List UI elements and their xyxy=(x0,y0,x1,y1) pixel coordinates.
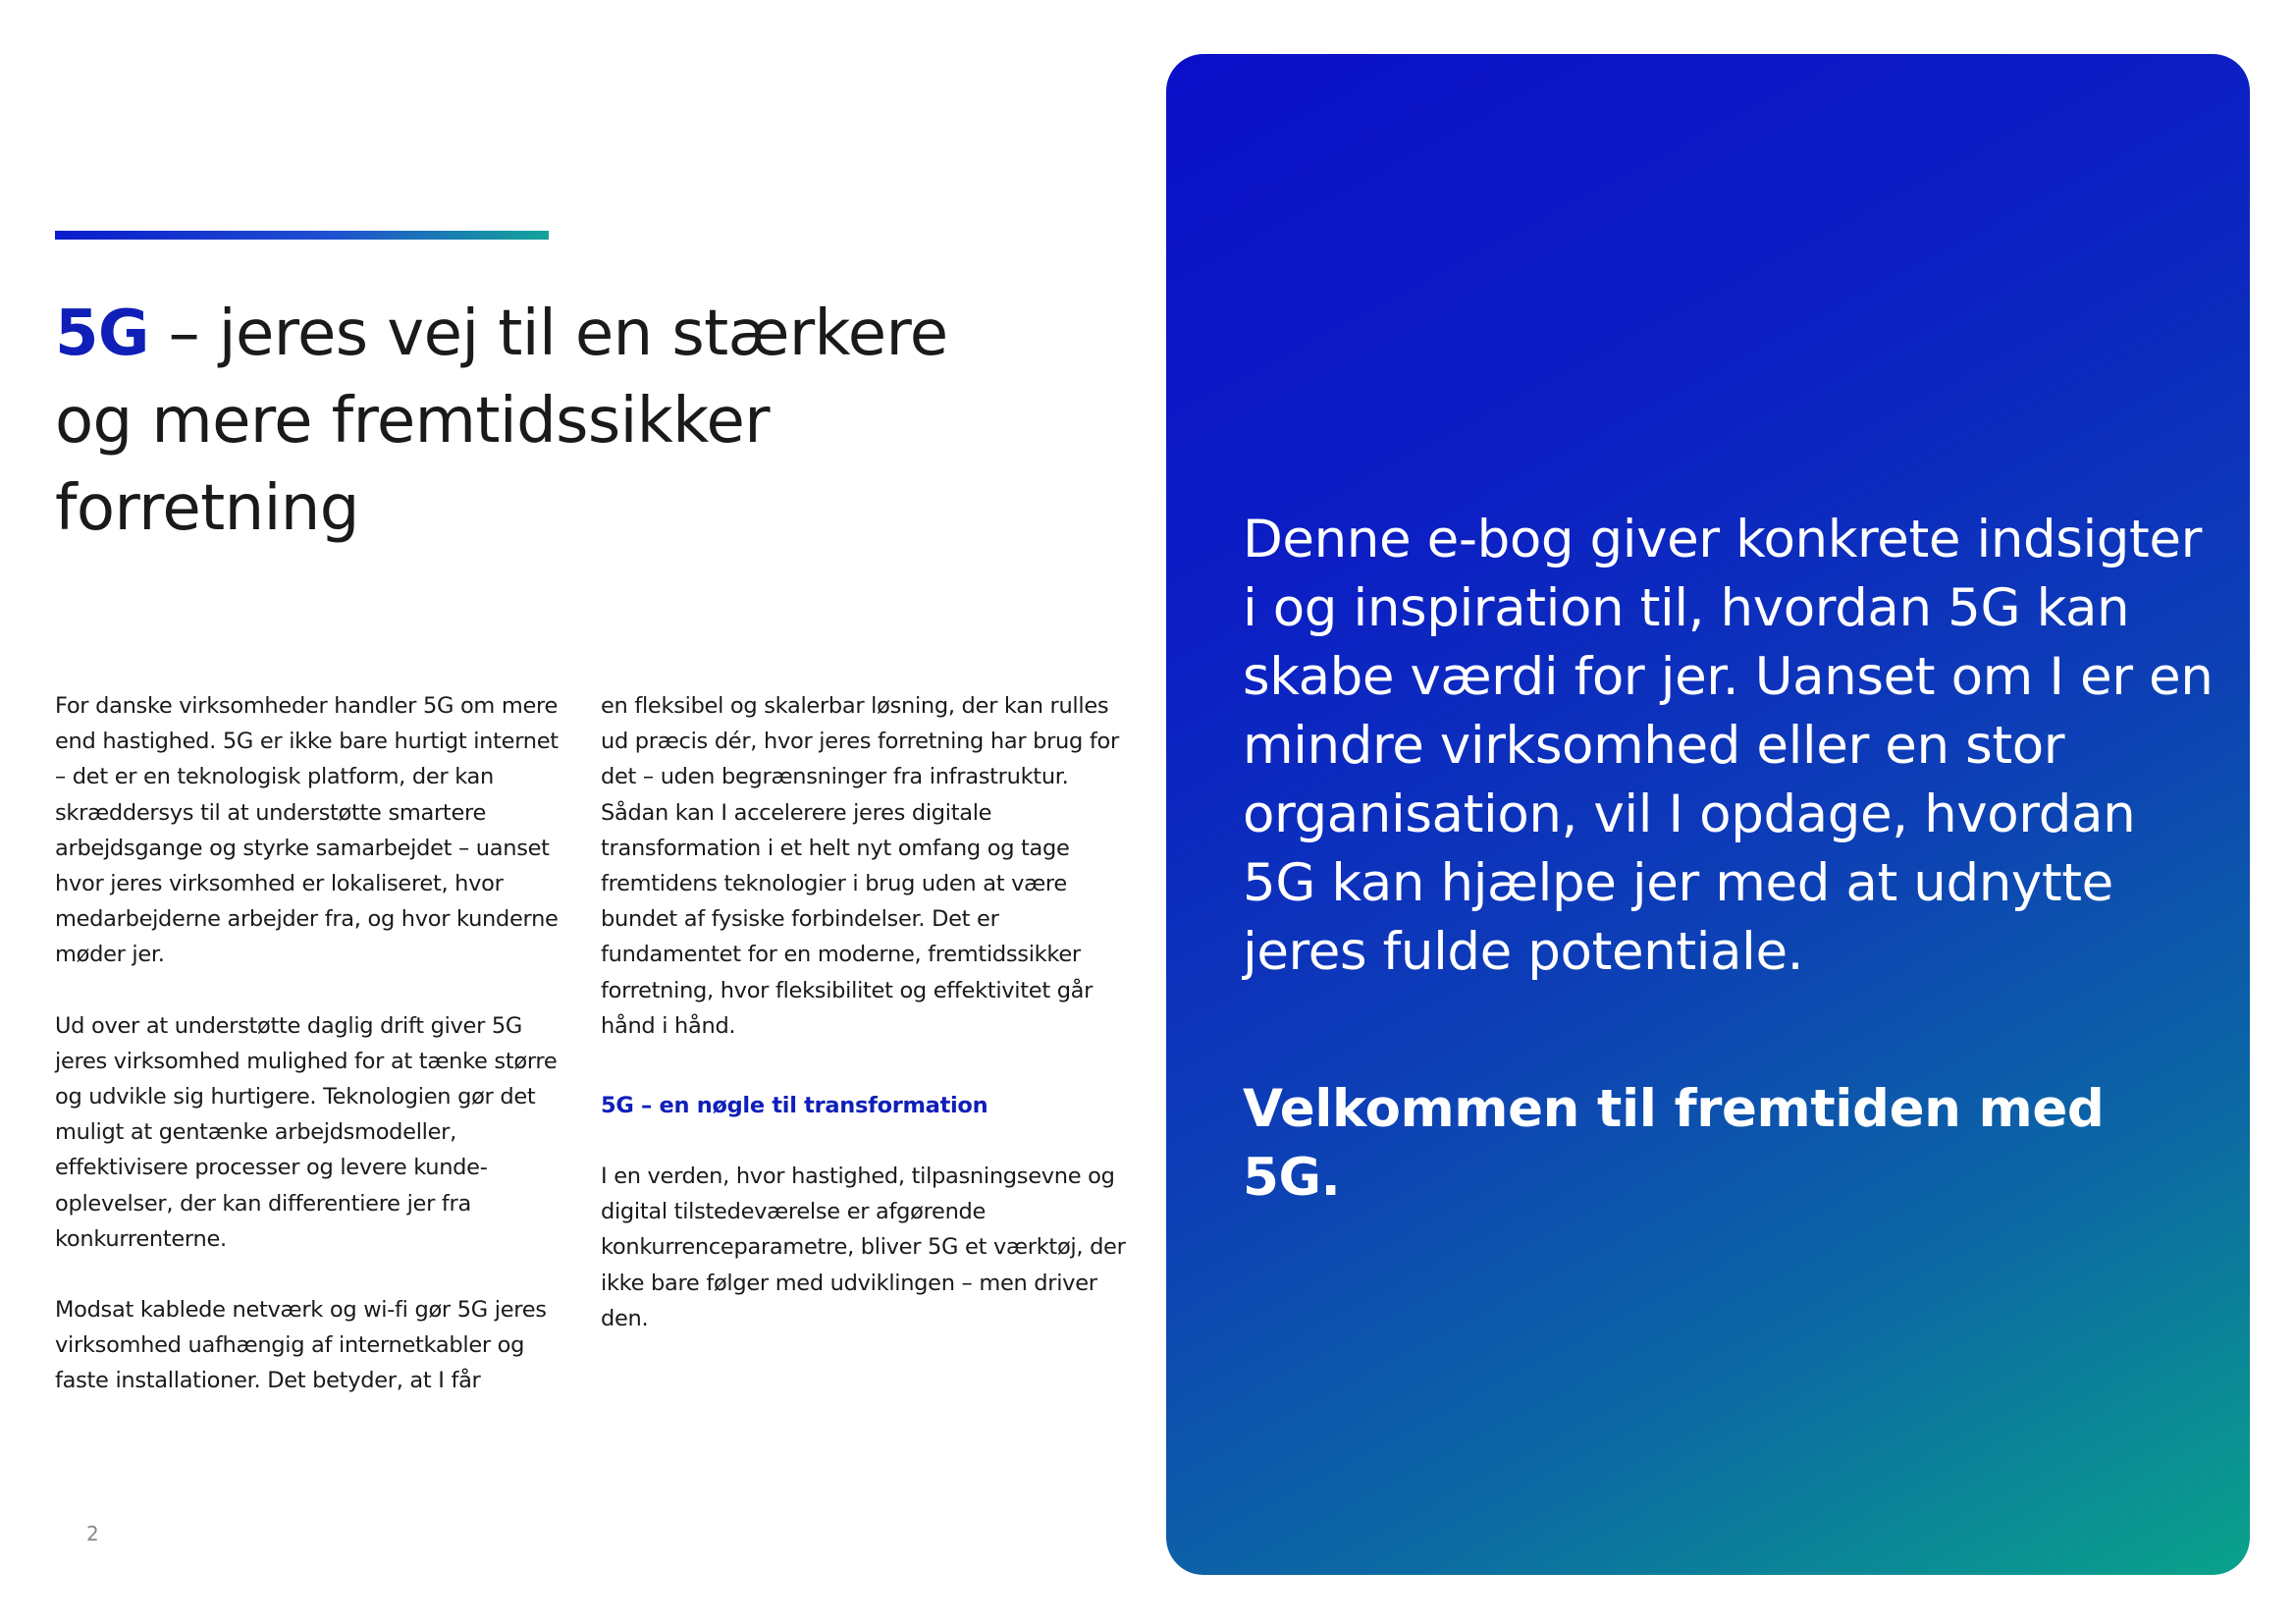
title-accent-5g: 5G xyxy=(55,298,149,370)
panel-welcome-text: Velkommen til fremtiden med 5G. xyxy=(1243,1079,2105,1208)
page-number: 2 xyxy=(86,1522,99,1545)
accent-rule xyxy=(55,231,549,240)
paragraph: Ud over at understøtte daglig drift giver 5G jeres virksomhed mulighed for at tænke større og udvikle sig hurtigere. Teknologien gør det muligt at gentænke arbejdsmodeller, effektivisere processer og levere kunde-oplevelser, der kan differentiere jer fra konkurrenterne. xyxy=(55,1012,558,1252)
paragraph: For danske virksomheder handler 5G om mere end hastighed. 5G er ikke bare hurtigt internet – det er en teknologisk platform, der kan skræddersys til at understøtte smartere arbejdsgange og styrke samarbejdet – uanset hvor jeres virksomhed er lokaliseret, hvor medarbejderne arbejder fra, og hvor kunderne møder jer. xyxy=(55,693,559,968)
title-line-3: forretning xyxy=(55,472,359,545)
section-subheading: 5G – en nøgle til transformation xyxy=(601,1093,988,1119)
title-line-1: – jeres vej til en stærkere xyxy=(148,298,948,370)
paragraph: en fleksibel og skalerbar løsning, der kan rulles ud præcis dér, hvor jeres forretning har brug for det – uden begrænsninger fra infrastruktur. Sådan kan I accelerere jeres digitale transformation i et helt nyt omfang og tage fremtidens teknologier i brug uden at være bundet af fysiske forbindelser. Det er fundamentet for en moderne, fremtidssikker forretning, hvor fleksibilitet og effektivitet går hånd i hånd. xyxy=(601,693,1119,1039)
paragraph: Modsat kablede netværk og wi-fi gør 5G jeres virksomhed uafhængig af internetkabler og faste installationer. Det betyder, at I får xyxy=(55,1297,547,1394)
title-line-2: og mere fremtidssikker xyxy=(55,385,770,458)
body-column-right xyxy=(601,688,1131,1372)
page-title xyxy=(55,291,978,553)
panel-intro-text: Denne e-bog giver konkrete indsigter i og inspiration til, hvordan 5G kan skabe værdi for jer. Uanset om I er en mindre virksomhed eller en stor organisation, vil I opdage, hvordan 5G kan hjælpe jer med at udnytte jeres fulde potentiale. xyxy=(1243,510,2214,982)
body-column-left xyxy=(55,688,565,1435)
paragraph: I en verden, hvor hastighed, tilpasningsevne og digital tilstedeværelse er afgørende konkurrenceparametre, bliver 5G et værktøj, der ikke bare følger med udviklingen – men driver den. xyxy=(601,1164,1126,1331)
intro-panel xyxy=(1166,54,2250,1575)
